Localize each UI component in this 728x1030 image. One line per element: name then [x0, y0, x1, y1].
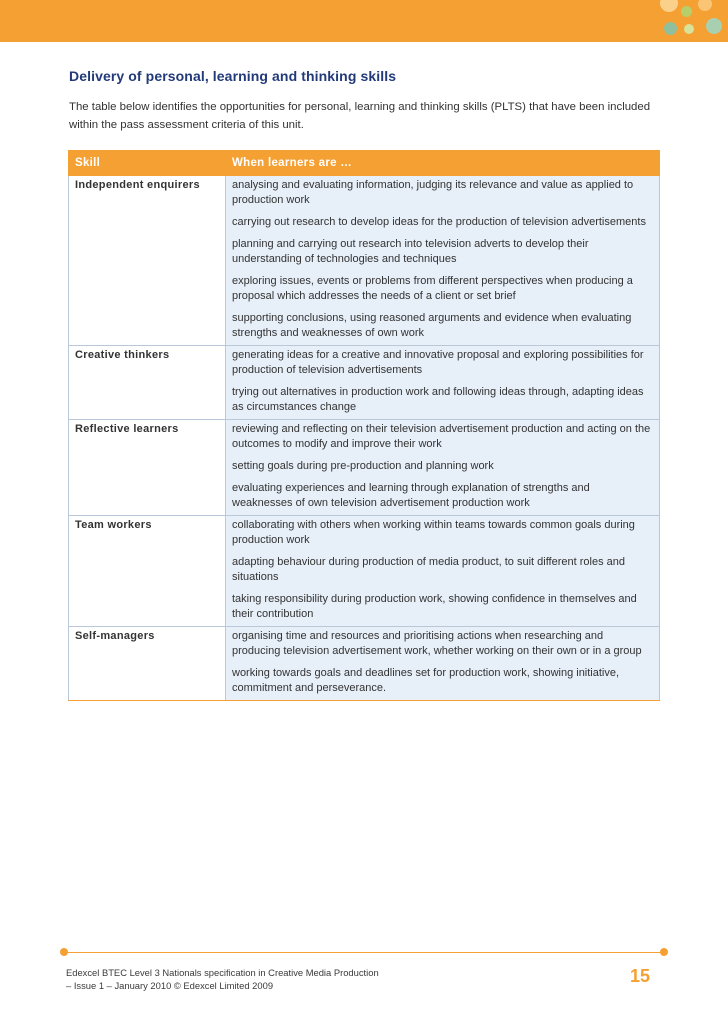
- opportunities-cell: [226, 627, 660, 701]
- top-banner: [0, 0, 728, 42]
- table-row: [69, 420, 660, 516]
- opportunity-item: trying out alternatives in production work and following ideas through, adapting ideas as circumstances change: [232, 386, 644, 413]
- table-row: [69, 346, 660, 420]
- table-header-row: [69, 151, 660, 176]
- opportunity-item: supporting conclusions, using reasoned arguments and evidence when evaluating strengths and weaknesses of own work: [232, 312, 632, 339]
- opportunity-item: adapting behaviour during production of media product, to suit different roles and situations: [232, 556, 625, 583]
- table-row: [69, 516, 660, 627]
- skill-cell: Creative thinkers: [69, 346, 226, 420]
- page-number: 15: [629, 966, 650, 986]
- skill-column-header: Skill: [69, 151, 226, 176]
- decorative-dot: [664, 22, 677, 35]
- footer-dot-right: [660, 948, 668, 956]
- decorative-dot: [684, 24, 694, 34]
- table-row: [69, 176, 660, 346]
- opportunity-item: carrying out research to develop ideas for the production of television advertisements: [232, 216, 646, 228]
- opportunities-cell: [226, 516, 660, 627]
- opportunity-item: collaborating with others when working within teams towards common goals during production work: [232, 519, 635, 546]
- skill-cell: Team workers: [69, 516, 226, 627]
- skill-cell: Reflective learners: [69, 420, 226, 516]
- decorative-dot: [698, 0, 712, 11]
- footer-line-2: – Issue 1 – January 2010 © Edexcel Limited 2009: [66, 980, 274, 991]
- opportunity-item: exploring issues, events or problems from different perspectives when producing a proposal which addresses the needs of a client or set brief: [232, 275, 633, 302]
- footer-divider: [64, 952, 664, 953]
- opportunity-item: organising time and resources and prioritising actions when researching and producing television advertisement work, whether working on their own or in a group: [232, 630, 642, 657]
- opportunity-item: analysing and evaluating information, judging its relevance and value as applied to production work: [232, 179, 634, 206]
- table-row: [69, 627, 660, 701]
- opportunities-cell: [226, 176, 660, 346]
- opportunity-item: planning and carrying out research into television adverts to develop their understanding of technologies and techniques: [232, 238, 589, 265]
- opportunities-cell: [226, 420, 660, 516]
- decorative-dot: [706, 18, 722, 34]
- opportunity-item: reviewing and reflecting on their television advertisement production and acting on the outcomes to modify and improve their work: [232, 423, 651, 450]
- intro-paragraph: The table below identifies the opportunities for personal, learning and thinking skills (PLTS) that have been included within the pass assessment criteria of this unit.: [69, 101, 651, 131]
- plts-table: [68, 150, 660, 701]
- skill-cell: Self-managers: [69, 627, 226, 701]
- opportunities-cell: [226, 346, 660, 420]
- when-column-header: When learners are …: [226, 151, 660, 176]
- opportunity-item: setting goals during pre-production and planning work: [232, 460, 494, 472]
- decorative-dot: [681, 6, 692, 17]
- decorative-dot: [660, 0, 678, 12]
- opportunity-item: working towards goals and deadlines set for production work, showing initiative, commitment and perseverance.: [232, 667, 620, 694]
- page-title: Delivery of personal, learning and thinking skills: [69, 68, 397, 84]
- opportunity-item: generating ideas for a creative and innovative proposal and exploring possibilities for production of television advertisements: [232, 349, 644, 376]
- footer-dot-left: [60, 948, 68, 956]
- opportunity-item: evaluating experiences and learning through explanation of strengths and weaknesses of own television advertisement production work: [232, 482, 590, 509]
- skill-cell: Independent enquirers: [69, 176, 226, 346]
- opportunity-item: taking responsibility during production work, showing confidence in themselves and their contribution: [232, 593, 637, 620]
- footer-line-1: Edexcel BTEC Level 3 Nationals specification in Creative Media Production: [66, 967, 379, 978]
- footer-citation: [66, 966, 379, 992]
